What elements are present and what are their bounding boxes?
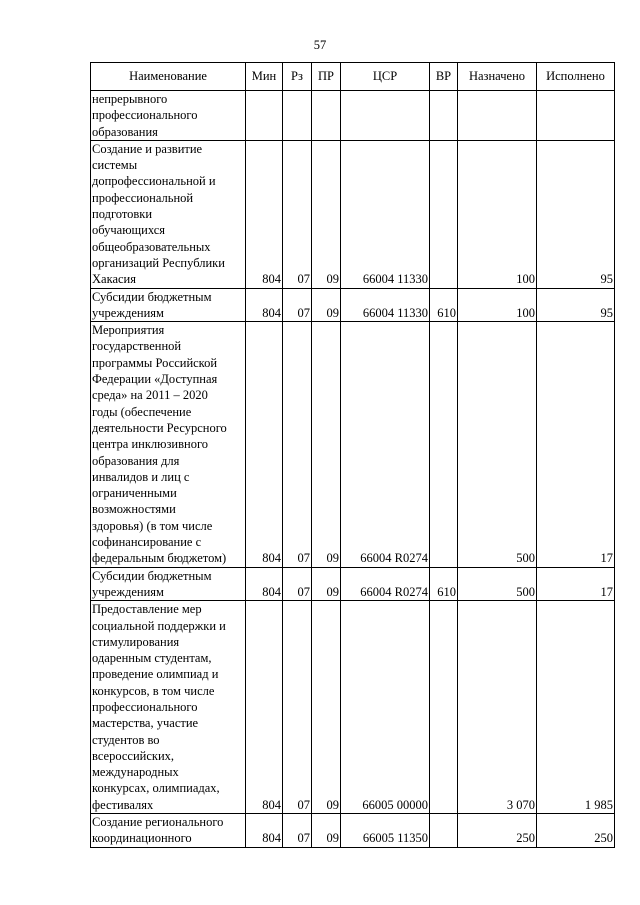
page-number: 57 xyxy=(313,38,327,52)
cell-executed: 95 xyxy=(537,140,615,288)
table-row xyxy=(91,91,615,141)
cell-rz: 07 xyxy=(283,814,312,848)
cell-csr: 66004 11330 xyxy=(341,288,430,322)
cell-vr xyxy=(430,601,458,814)
cell-name: Субсидии бюджетным учреждениям xyxy=(91,567,246,601)
cell-name: Предоставление мер социальной поддержки и стимулирования одаренным студентам, проведение олимпиад и конкурсов, в том числе профессионального мастерства, участие студентов во всероссийских, международных конкурсах, олимпиадах, фестивалях xyxy=(91,601,246,814)
cell-rz: 07 xyxy=(283,601,312,814)
table-row xyxy=(91,567,615,601)
cell-pr xyxy=(312,91,341,141)
cell-executed: 95 xyxy=(537,288,615,322)
cell-min: 804 xyxy=(246,288,283,322)
cell-min: 804 xyxy=(246,814,283,848)
table-row xyxy=(91,140,615,288)
table-row xyxy=(91,288,615,322)
cell-csr: 66005 00000 xyxy=(341,601,430,814)
header-assigned: Назначено xyxy=(458,63,537,91)
cell-assigned xyxy=(458,91,537,141)
cell-min: 804 xyxy=(246,140,283,288)
cell-assigned: 500 xyxy=(458,322,537,567)
cell-pr: 09 xyxy=(312,814,341,848)
cell-name: непрерывного профессионального образования xyxy=(91,91,246,141)
cell-vr xyxy=(430,814,458,848)
cell-name: Создание и развитие системы допрофессиональной и профессиональной подготовки обучающихся общеобразовательных организаций Республики Хакасия xyxy=(91,140,246,288)
cell-min xyxy=(246,91,283,141)
cell-csr: 66004 R0274 xyxy=(341,567,430,601)
cell-csr: 66005 11350 xyxy=(341,814,430,848)
cell-csr xyxy=(341,91,430,141)
cell-assigned: 3 070 xyxy=(458,601,537,814)
header-csr: ЦСР xyxy=(341,63,430,91)
cell-rz: 07 xyxy=(283,567,312,601)
header-vr: ВР xyxy=(430,63,458,91)
cell-rz: 07 xyxy=(283,288,312,322)
table-row xyxy=(91,601,615,814)
header-executed: Исполнено xyxy=(537,63,615,91)
cell-executed: 17 xyxy=(537,322,615,567)
header-pr: ПР xyxy=(312,63,341,91)
cell-executed: 17 xyxy=(537,567,615,601)
cell-name: Субсидии бюджетным учреждениям xyxy=(91,288,246,322)
cell-min: 804 xyxy=(246,322,283,567)
cell-vr xyxy=(430,140,458,288)
cell-vr xyxy=(430,322,458,567)
cell-pr: 09 xyxy=(312,140,341,288)
cell-assigned: 250 xyxy=(458,814,537,848)
table-row xyxy=(91,814,615,848)
cell-min: 804 xyxy=(246,601,283,814)
cell-name: Мероприятия государственной программы Российской Федерации «Доступная среда» на 2011 – 2020 годы (обеспечение деятельности Ресурсного центра инклюзивного образования для инвалидов и лиц с ограниченными возможностями здоровья) (в том числе софинансирование с федеральным бюджетом) xyxy=(91,322,246,567)
cell-executed: 250 xyxy=(537,814,615,848)
cell-csr: 66004 R0274 xyxy=(341,322,430,567)
cell-name: Создание регионального координационного xyxy=(91,814,246,848)
cell-pr: 09 xyxy=(312,567,341,601)
cell-pr: 09 xyxy=(312,288,341,322)
header-name: Наименование xyxy=(91,63,246,91)
cell-vr xyxy=(430,91,458,141)
header-rz: Рз xyxy=(283,63,312,91)
cell-rz xyxy=(283,91,312,141)
cell-pr: 09 xyxy=(312,322,341,567)
table-header-row xyxy=(91,63,615,91)
cell-executed: 1 985 xyxy=(537,601,615,814)
cell-pr: 09 xyxy=(312,601,341,814)
cell-assigned: 500 xyxy=(458,567,537,601)
cell-assigned: 100 xyxy=(458,288,537,322)
cell-min: 804 xyxy=(246,567,283,601)
cell-rz: 07 xyxy=(283,322,312,567)
cell-executed xyxy=(537,91,615,141)
budget-table xyxy=(90,62,615,848)
cell-vr: 610 xyxy=(430,567,458,601)
cell-csr: 66004 11330 xyxy=(341,140,430,288)
table-row xyxy=(91,322,615,567)
header-min: Мин xyxy=(246,63,283,91)
cell-assigned: 100 xyxy=(458,140,537,288)
cell-rz: 07 xyxy=(283,140,312,288)
cell-vr: 610 xyxy=(430,288,458,322)
